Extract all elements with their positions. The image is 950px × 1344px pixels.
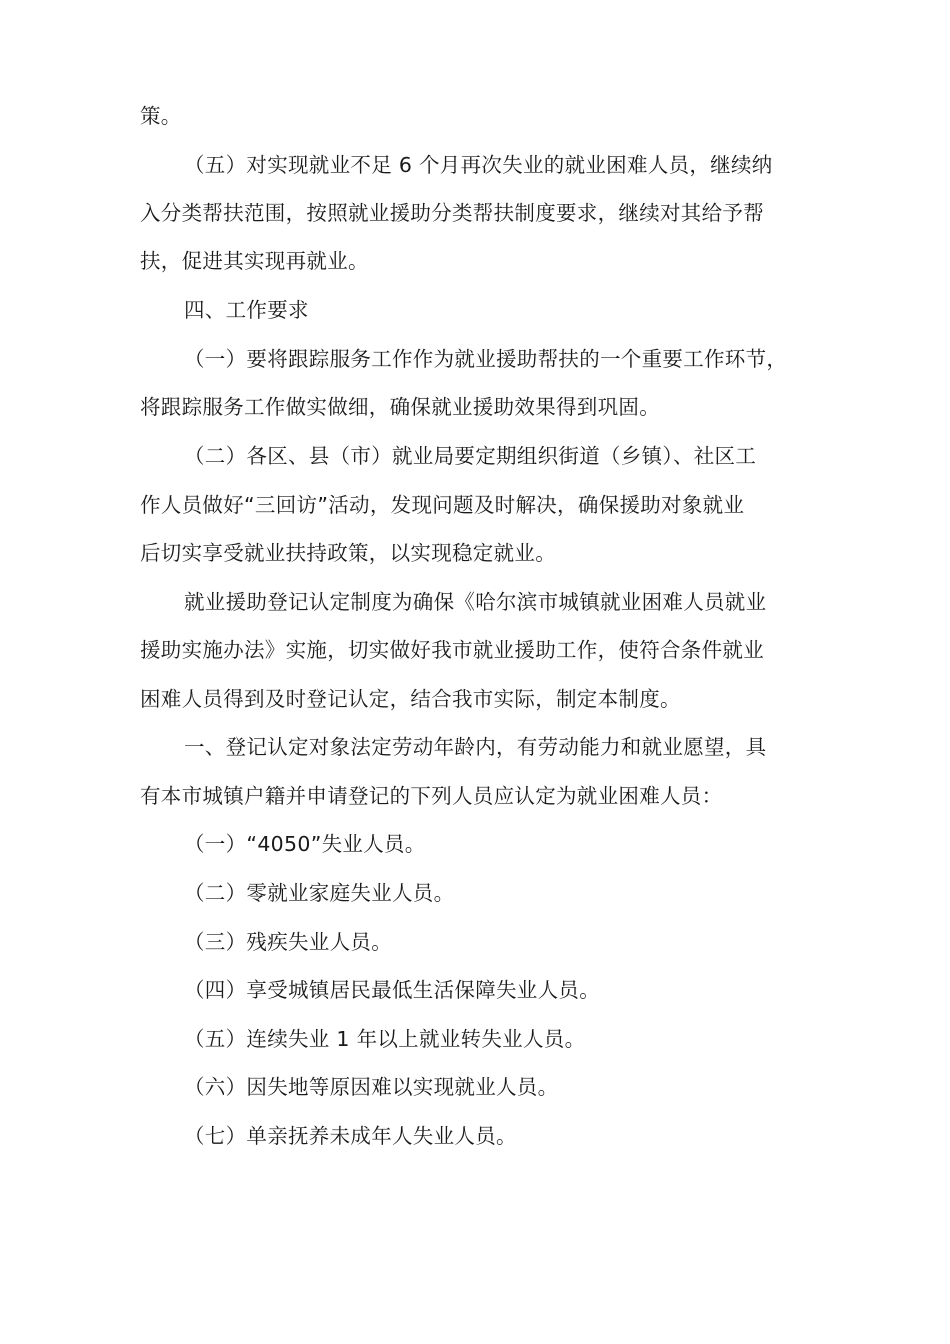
text-line: 策。 <box>140 104 182 128</box>
text-line: 就业援助登记认定制度为确保《哈尔滨市城镇就业困难人员就业 <box>184 590 767 614</box>
text-line: （二）各区、县（市）就业局要定期组织街道（乡镇）、社区工 <box>184 444 757 468</box>
text-line: 援助实施办法》实施，切实做好我市就业援助工作，使符合条件就业 <box>140 638 764 662</box>
text-line: 将跟踪服务工作做实做细，确保就业援助效果得到巩固。 <box>140 395 660 419</box>
text-line: 作人员做好“三回访”活动，发现问题及时解决，确保援助对象就业 <box>140 493 745 517</box>
section-heading: 四、工作要求 <box>184 298 309 322</box>
list-item: （五）连续失业 1 年以上就业转失业人员。 <box>184 1027 586 1051</box>
text-line: （一）要将跟踪服务工作作为就业援助帮扶的一个重要工作环节， <box>184 347 788 371</box>
list-item: （三）残疾失业人员。 <box>184 930 392 954</box>
list-item: （七）单亲抚养未成年人失业人员。 <box>184 1124 517 1148</box>
list-item: （二）零就业家庭失业人员。 <box>184 881 455 905</box>
text-line: 有本市城镇户籍并申请登记的下列人员应认定为就业困难人员： <box>140 784 723 808</box>
text-line: 后切实享受就业扶持政策，以实现稳定就业。 <box>140 541 556 565</box>
text-line: 扶，促进其实现再就业。 <box>140 249 369 273</box>
list-item: （六）因失地等原因难以实现就业人员。 <box>184 1075 559 1099</box>
text-line: 困难人员得到及时登记认定，结合我市实际，制定本制度。 <box>140 687 681 711</box>
text-line: （五）对实现就业不足 6 个月再次失业的就业困难人员，继续纳 <box>184 153 773 177</box>
list-item: （一）“4050”失业人员。 <box>184 832 426 856</box>
list-item: （四）享受城镇居民最低生活保障失业人员。 <box>184 978 600 1002</box>
text-line: 入分类帮扶范围，按照就业援助分类帮扶制度要求，继续对其给予帮 <box>140 201 764 225</box>
text-line: 一、登记认定对象法定劳动年龄内，有劳动能力和就业愿望，具 <box>184 735 767 759</box>
